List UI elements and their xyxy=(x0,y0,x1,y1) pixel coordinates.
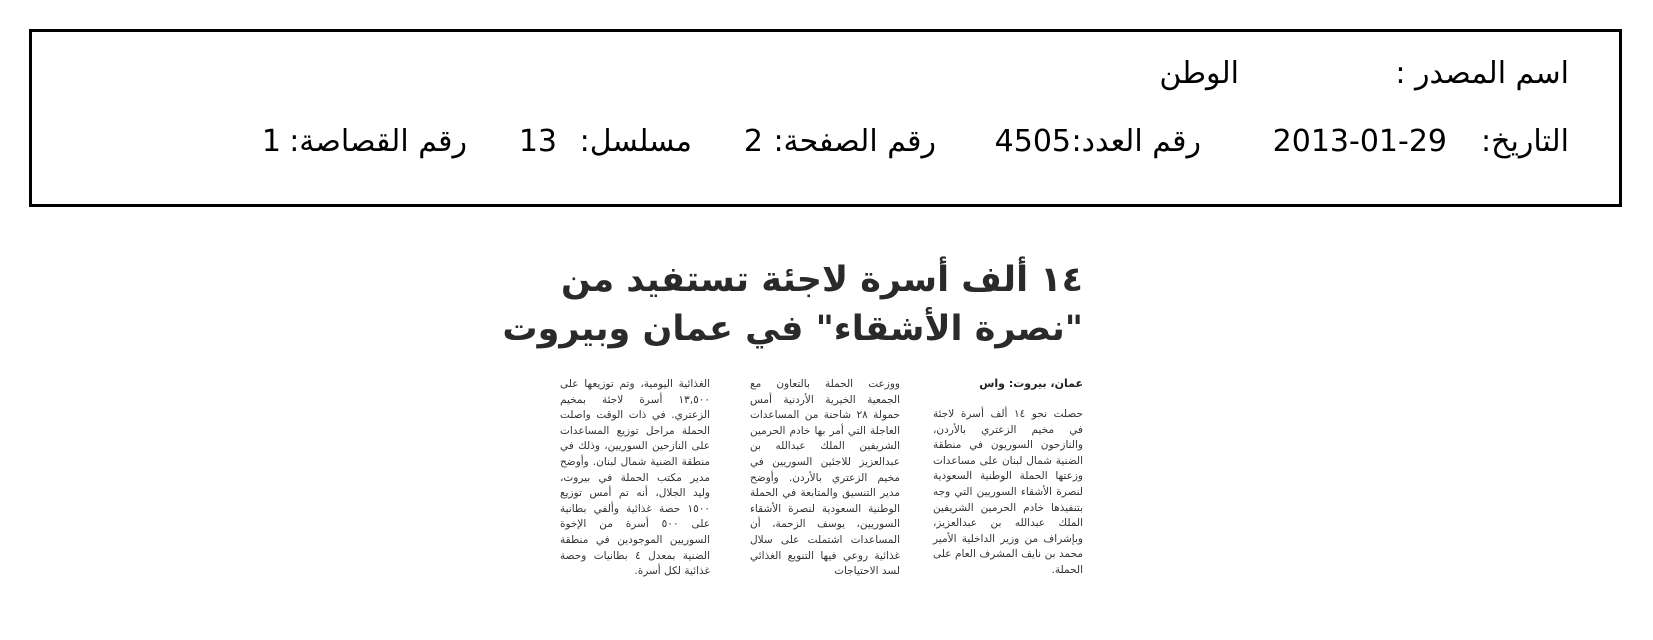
serial-value: 13 xyxy=(518,124,557,159)
byline: عمان، بيروت: واس xyxy=(979,377,1083,390)
page-label: رقم الصفحة: xyxy=(773,124,936,159)
source-value: الوطن xyxy=(1159,56,1239,91)
clipping-label: رقم القصاصة: xyxy=(289,124,467,159)
serial-label: مسلسل: xyxy=(579,124,692,159)
page-value: 2 xyxy=(743,124,763,159)
article-column-2: ووزعت الحملة بالتعاون مع الجمعية الخيرية الأردنية أمس حمولة ٢٨ شاحنة من المساعدات العاجلة التي أمر بها خادم الحرمين الشريفين الملك عبدالله بن عبدالعزيز للاجئين السوريين في مخيم الزعتري بالأردن. وأوضح مدير التنسيق والمتابعة في الحملة الوطنية السعودية لنصرة الأشقاء السوريين، يوسف الزحمة، أن المساعدات اشتملت على سلال غذائية روعي فيها التنويع الغذائي لسد الاحتياجات xyxy=(750,378,900,578)
issue-label: رقم العدد: xyxy=(1071,124,1201,159)
issue-value: 4505 xyxy=(994,124,1071,159)
article-column-3: الغذائية اليومية، وتم توزيعها على ١٣,٥٠٠ أسرة لاجئة بمخيم الزعتري. في ذات الوقت واصلت الحملة مراحل توزيع المساعدات على النازحين السوريين، وذلك في منطقة الضنية شمال لبنان. وأوضح مدير مكتب الحملة في بيروت، وليد الجلال، أنه تم أمس توزيع ١٥٠٠ حصة غذائية وألفي بطانية على ٥٠٠ أسرة من الإخوة السوريين الموجودين في منطقة الضنية بمعدل ٤ بطانيات وحصة غذائية لكل أسرة. xyxy=(560,378,710,578)
newspaper-clipping xyxy=(502,255,1095,615)
source-label: اسم المصدر : xyxy=(1395,56,1569,91)
date-label: التاريخ: xyxy=(1481,124,1569,159)
clipping-metadata-box xyxy=(29,29,1622,207)
date-value: 2013-01-29 xyxy=(1272,124,1447,159)
headline-line-2: "نصرة الأشقاء" في عمان وبيروت xyxy=(502,309,1083,349)
article-column-1: حصلت نحو ١٤ ألف أسرة لاجئة في مخيم الزعتري بالأردن، والنازحون السوريون في منطقة الضنية شمال لبنان على مساعدات وزعتها الحملة الوطنية السعودية لنصرة الأشقاء السوريين التي وجه بتنفيذها خادم الحرمين الشريفين الملك عبدالله بن عبدالعزيز، وبإشراف من وزير الداخلية الأمير محمد بن نايف المشرف العام على الحملة. xyxy=(933,408,1083,576)
clipping-value: 1 xyxy=(261,124,281,159)
headline-line-1: ١٤ ألف أسرة لاجئة تستفيد من xyxy=(560,260,1083,300)
